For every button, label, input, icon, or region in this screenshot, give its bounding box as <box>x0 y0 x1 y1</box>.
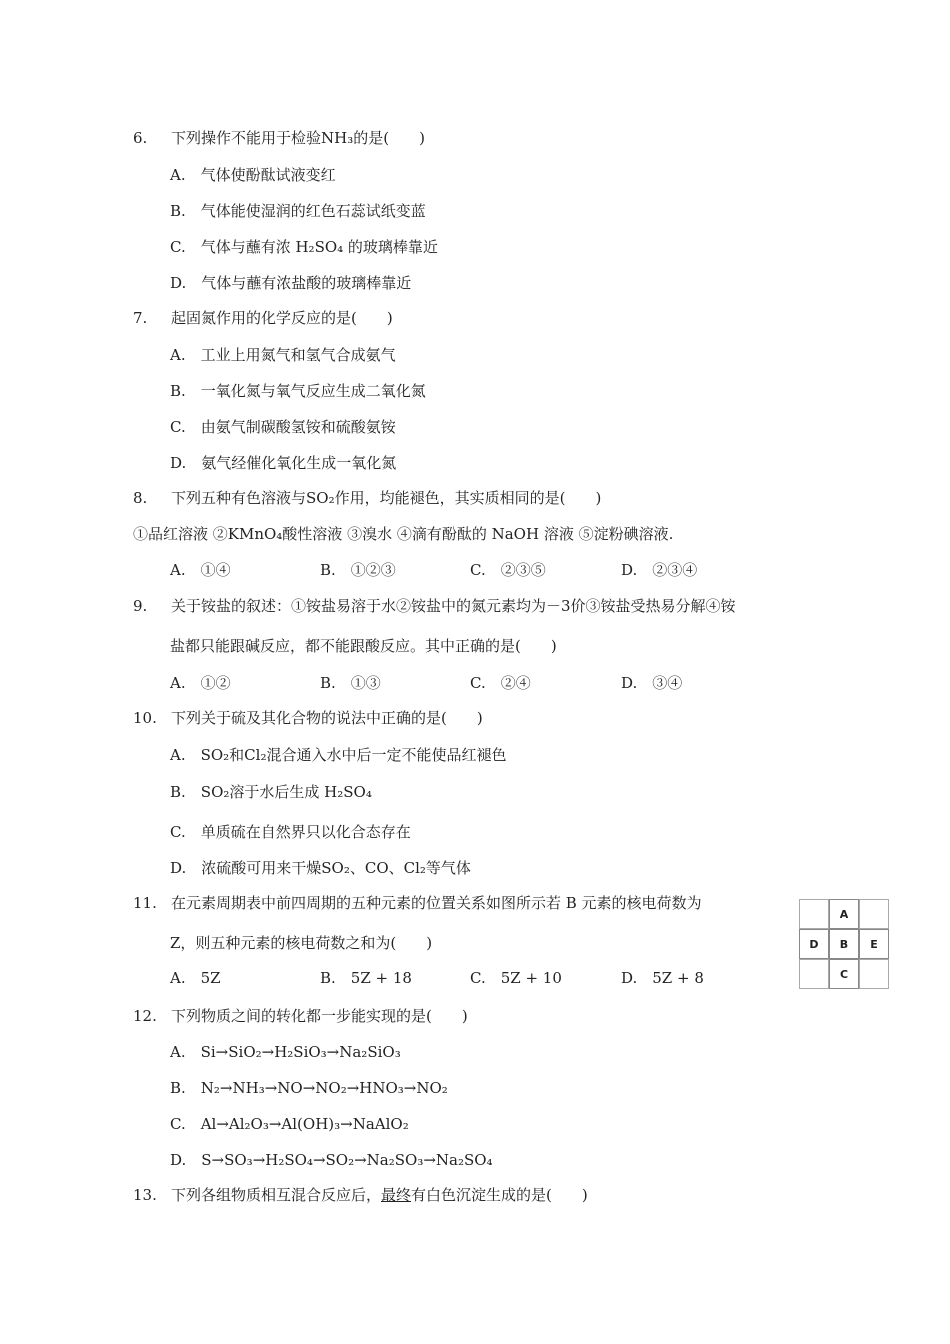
question-stem: 下列关于硫及其化合物的说法中正确的是( ) <box>171 709 483 727</box>
question-13: 13. 下列各组物质相互混合反应后，最终有白色沉淀生成的是( ) <box>133 1186 588 1204</box>
option-c: C. 气体与蘸有浓 H₂SO₄ 的玻璃棒靠近 <box>170 238 438 256</box>
question-12: 12. 下列物质之间的转化都一步能实现的是( ) <box>133 1007 468 1025</box>
option-b: B. ①③ <box>320 674 381 692</box>
option-c: C. ②④ <box>470 674 531 692</box>
grid-cell-a: A <box>829 899 859 929</box>
option-b: B. 气体能使湿润的红色石蕊试纸变蓝 <box>170 202 426 220</box>
option-b: B. 一氧化氮与氧气反应生成二氧化氮 <box>170 382 426 400</box>
option-c: C. 由氨气制碳酸氢铵和硫酸氨铵 <box>170 418 396 436</box>
grid-cell-c: C <box>829 959 859 989</box>
question-stem: 下列操作不能用于检验NH₃的是( ) <box>171 129 425 147</box>
option-b: B. N₂→NH₃→NO→NO₂→HNO₃→NO₂ <box>170 1079 448 1097</box>
option-c: C. Al→Al₂O₃→Al(OH)₃→NaAlO₂ <box>170 1115 409 1133</box>
option-d: D. 气体与蘸有浓盐酸的玻璃棒靠近 <box>170 274 412 292</box>
grid-empty-cell <box>799 899 829 929</box>
option-a: A. SO₂和Cl₂混合通入水中后一定不能使品红褪色 <box>170 746 507 764</box>
option-a: A. 气体使酚酞试液变红 <box>170 166 336 184</box>
option-a: A. Si→SiO₂→H₂SiO₃→Na₂SiO₃ <box>170 1043 401 1061</box>
question-11-continued: Z，则五种元素的核电荷数之和为( ) <box>170 934 433 952</box>
question-8-choices: ①品红溶液 ②KMnO₄酸性溶液 ③溴水 ④滴有酚酞的 NaOH 溶液 ⑤淀粉碘溶液. <box>133 525 674 543</box>
option-c: C. ②③⑤ <box>470 561 546 579</box>
question-stem: 下列物质之间的转化都一步能实现的是( ) <box>171 1007 468 1025</box>
option-d: D. ③④ <box>621 674 683 692</box>
question-6: 6. 下列操作不能用于检验NH₃的是( ) <box>133 129 425 147</box>
option-a: A. 工业上用氮气和氢气合成氨气 <box>170 346 396 364</box>
question-9: 9. 关于铵盐的叙述：①铵盐易溶于水②铵盐中的氮元素均为－3价③铵盐受热易分解④铵 <box>133 597 736 615</box>
option-d: D. ②③④ <box>621 561 698 579</box>
option-d: D. S→SO₃→H₂SO₄→SO₂→Na₂SO₃→Na₂SO₄ <box>170 1151 493 1169</box>
grid-cell-d: D <box>799 929 829 959</box>
question-10: 10. 下列关于硫及其化合物的说法中正确的是( ) <box>133 709 483 727</box>
option-a: A. ①② <box>170 674 231 692</box>
question-stem: 关于铵盐的叙述：①铵盐易溶于水②铵盐中的氮元素均为－3价③铵盐受热易分解④铵 <box>171 597 736 615</box>
option-d: D. 浓硫酸可用来干燥SO₂、CO、Cl₂等气体 <box>170 859 471 877</box>
question-8: 8. 下列五种有色溶液与SO₂作用，均能褪色，其实质相同的是( ) <box>133 489 602 507</box>
option-a: A. 5Z <box>170 969 221 987</box>
option-d: D. 5Z + 8 <box>621 969 704 987</box>
grid-cell-b: B <box>829 929 859 959</box>
option-c: C. 5Z + 10 <box>470 969 562 987</box>
option-b: B. SO₂溶于水后生成 H₂SO₄ <box>170 783 372 801</box>
option-d: D. 氨气经催化氧化生成一氧化氮 <box>170 454 397 472</box>
question-stem: 起固氮作用的化学反应的是( ) <box>171 309 393 327</box>
grid-empty-cell <box>799 959 829 989</box>
question-7: 7. 起固氮作用的化学反应的是( ) <box>133 309 393 327</box>
question-stem: 在元素周期表中前四周期的五种元素的位置关系如图所示若 B 元素的核电荷数为 <box>171 894 702 912</box>
question-stem: 下列五种有色溶液与SO₂作用，均能褪色，其实质相同的是( ) <box>171 489 602 507</box>
question-stem-end: 有白色沉淀生成的是( ) <box>411 1186 588 1204</box>
grid-empty-cell <box>859 959 889 989</box>
option-a: A. ①④ <box>170 561 231 579</box>
question-stem-start: 下列各组物质相互混合反应后， <box>171 1186 382 1204</box>
option-b: B. ①②③ <box>320 561 396 579</box>
element-position-grid <box>799 899 889 989</box>
grid-cell-e: E <box>859 929 889 959</box>
option-c: C. 单质硫在自然界只以化合态存在 <box>170 823 411 841</box>
option-b: B. 5Z + 18 <box>320 969 412 987</box>
question-9-continued: 盐都只能跟碱反应，都不能跟酸反应。其中正确的是( ) <box>170 637 557 655</box>
emphasis-underline: 最终 <box>381 1186 412 1204</box>
grid-empty-cell <box>859 899 889 929</box>
question-11: 11. 在元素周期表中前四周期的五种元素的位置关系如图所示若 B 元素的核电荷数为 <box>133 894 702 912</box>
